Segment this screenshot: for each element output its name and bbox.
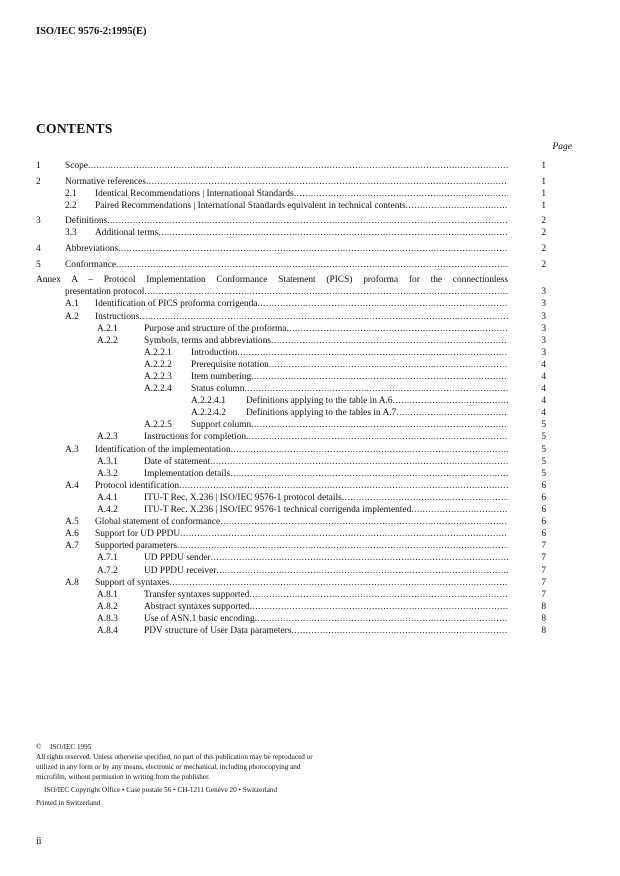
toc-entry-title: UD PPDU sender — [144, 553, 211, 564]
toc-entry-a-2-2-3[interactable] — [36, 371, 546, 383]
toc-entry-a-8-4[interactable] — [36, 625, 546, 637]
toc-entry-title: Status column — [191, 384, 245, 395]
copyright-symbol: © — [36, 743, 42, 751]
toc-entry-page: 8 — [541, 625, 546, 636]
toc-entry-a-2-2-4-1[interactable] — [36, 395, 546, 407]
toc-entry-page: 2 — [541, 244, 546, 255]
toc-entry-a-8-2[interactable] — [36, 601, 546, 613]
dot-leader — [294, 188, 508, 200]
dot-leader — [396, 407, 508, 419]
toc-entry-number: 1 — [36, 161, 41, 171]
toc-entry-a-7[interactable] — [36, 540, 546, 552]
toc-entry-5[interactable] — [36, 259, 546, 271]
copyright-holder: ISO/IEC 1995 — [50, 743, 92, 751]
toc-entry-a-7-1[interactable] — [36, 552, 546, 564]
toc-entry-number: A.2.2.4 — [144, 384, 172, 395]
page-column-label: Page — [552, 142, 572, 152]
toc-entry-title: Additional terms — [95, 228, 159, 239]
toc-entry-3-3[interactable] — [36, 227, 546, 239]
toc-entry-title: Supported parameters — [95, 541, 178, 552]
toc-entry-page: 3 — [541, 335, 546, 346]
toc-entry-title: Use of ASN.1 basic encoding — [144, 613, 255, 624]
toc-entry-title: ITU-T Rec. X.236 | ISO/IEC 9576-1 protocol details — [144, 492, 342, 503]
dot-leader — [169, 577, 508, 589]
dot-leader — [139, 311, 508, 323]
toc-entry-a-2[interactable] — [36, 311, 546, 323]
toc-entry-title: Paired Recommendations | International Standards equivalent in technical contents — [95, 200, 406, 211]
toc-entry-title: Global statement of conformance — [95, 517, 221, 528]
toc-entry-page: 3 — [541, 323, 546, 334]
toc-entry-page: 4 — [541, 384, 546, 395]
toc-entry-number: A.4.2 — [97, 505, 118, 516]
toc-entry-number: A.8.4 — [97, 625, 118, 636]
document-id: ISO/IEC 9576-2:1995(E) — [36, 26, 147, 37]
toc-entry-a-2-2[interactable] — [36, 335, 546, 347]
dot-leader — [250, 601, 508, 613]
dot-leader — [411, 504, 508, 516]
toc-entry-title: Instructions for completion — [144, 432, 247, 443]
toc-entry-2[interactable] — [36, 176, 546, 188]
toc-entry-page: 5 — [541, 444, 546, 455]
toc-entry-page: 8 — [541, 601, 546, 612]
toc-entry-title: Definitions applying to the tables in A.7 — [246, 408, 397, 419]
toc-entry-page: 3 — [541, 299, 546, 310]
toc-entry-a-2-3[interactable] — [36, 431, 546, 443]
toc-entry-number: A.2.2.2 — [144, 359, 172, 370]
toc-entry-page: 3 — [541, 287, 546, 298]
dot-leader — [88, 160, 508, 172]
toc-entry-page: 7 — [541, 553, 546, 564]
toc-entry-title: Prerequisite notation — [191, 359, 269, 370]
toc-entry-title: Support of syntaxes — [95, 577, 170, 588]
toc-entry-title: Scope — [65, 161, 88, 171]
toc-entry-title: Abbreviations — [65, 244, 119, 255]
dot-leader — [220, 516, 508, 528]
toc-entry-number: A.3 — [65, 444, 79, 455]
toc-entry-title: Identification of the implementation — [95, 444, 231, 455]
toc-entry-number: A.2.2.3 — [144, 372, 172, 382]
toc-entry-title: Instructions — [95, 311, 140, 322]
dot-leader — [393, 395, 508, 407]
table-of-contents — [36, 160, 546, 637]
dot-leader — [118, 243, 508, 255]
dot-leader — [230, 468, 508, 480]
dot-leader — [271, 335, 508, 347]
toc-entry-number: A.3.1 — [97, 456, 118, 467]
toc-entry-page: 6 — [541, 529, 546, 540]
toc-entry-title: Introduction — [191, 347, 238, 358]
dot-leader — [251, 419, 508, 431]
toc-entry-page: 4 — [541, 396, 546, 407]
toc-entry-number: A.8.3 — [97, 613, 118, 624]
toc-entry-a-2-2-2[interactable] — [36, 359, 546, 371]
dot-leader — [158, 227, 508, 239]
printed-in: Printed in Switzerland — [36, 799, 101, 807]
dot-leader — [291, 625, 508, 637]
dot-leader — [144, 286, 508, 298]
toc-entry-number: A.5 — [65, 517, 79, 528]
toc-entry-number: A.4 — [65, 480, 79, 491]
toc-entry-number: 5 — [36, 259, 41, 270]
toc-entry-number: 2 — [36, 176, 41, 187]
dot-leader — [177, 540, 508, 552]
dot-leader — [216, 565, 508, 577]
toc-entry-title: ITU-T Rec. X.236 | ISO/IEC 9576-1 technical corrigenda implemented — [144, 505, 412, 516]
toc-entry-number: A.3.2 — [97, 468, 118, 479]
toc-entry-number: A.2.1 — [97, 323, 118, 334]
dot-leader — [107, 215, 508, 227]
toc-entry-title: Conformance — [65, 259, 117, 270]
rights-line-3: microfilm, without permission in writing from the publisher. — [36, 773, 210, 781]
toc-entry-number: A.1 — [65, 299, 79, 310]
toc-entry-page: 3 — [541, 311, 546, 322]
toc-entry-page: 6 — [541, 517, 546, 528]
contents-heading: CONTENTS — [36, 121, 113, 136]
toc-entry-page: 2 — [541, 216, 546, 227]
toc-entry-page: 6 — [541, 492, 546, 503]
toc-entry-a-8-1[interactable] — [36, 589, 546, 601]
toc-entry-title: UD PPDU receiver — [144, 565, 217, 576]
toc-entry-number: A.8 — [65, 577, 79, 588]
rights-line-2: utilized in any form or by any means, electronic or mechanical, including photocopying and — [36, 763, 301, 771]
toc-entry-a-8[interactable] — [36, 577, 546, 589]
toc-entry-page: 1 — [541, 200, 546, 211]
toc-entry-page: 7 — [541, 541, 546, 552]
toc-entry-number: A.2.2.1 — [144, 347, 172, 358]
dot-leader — [257, 298, 508, 310]
toc-entry-a-2-1[interactable] — [36, 323, 546, 335]
dot-leader — [180, 528, 508, 540]
toc-entry-title: Symbols, terms and abbreviations — [144, 335, 272, 346]
dot-leader — [255, 613, 508, 625]
dot-leader — [246, 431, 508, 443]
toc-entry-page: 2 — [541, 228, 546, 239]
dot-leader — [286, 323, 508, 335]
toc-entry-number: A.2.2.4.2 — [191, 408, 226, 419]
toc-entry-page: 5 — [541, 468, 546, 479]
toc-entry-number: A.6 — [65, 529, 79, 540]
toc-entry-number: 2.1 — [65, 188, 77, 199]
toc-entry-title: Item numbering — [191, 372, 252, 382]
toc-entry-title: Identification of PICS proforma corrigenda — [95, 299, 258, 310]
toc-entry-a-4-2[interactable] — [36, 504, 546, 516]
toc-entry-title: Protocol identification — [95, 480, 180, 491]
toc-entry-annex-a[interactable] — [36, 286, 546, 298]
dot-leader — [116, 259, 508, 271]
toc-entry-title: Definitions applying to the table in A.6 — [246, 396, 393, 407]
toc-entry-number: A.4.1 — [97, 492, 118, 503]
toc-entry-a-7-2[interactable] — [36, 565, 546, 577]
toc-entry-number: 3 — [36, 216, 41, 227]
toc-entry-title: presentation protocol — [65, 287, 145, 298]
toc-entry-title: Definitions — [65, 216, 108, 227]
toc-entry-3[interactable] — [36, 215, 546, 227]
toc-entry-page: 6 — [541, 505, 546, 516]
dot-leader — [179, 480, 508, 492]
dot-leader — [269, 359, 508, 371]
copyright-notice — [36, 742, 416, 808]
toc-entry-title: Support for UD PPDU — [95, 529, 181, 540]
toc-entry-a-3-2[interactable] — [36, 468, 546, 480]
dot-leader — [342, 492, 508, 504]
toc-entry-title: Transfer syntaxes supported — [144, 589, 250, 600]
toc-entry-4[interactable] — [36, 243, 546, 255]
dot-leader — [211, 552, 508, 564]
page-number: ii — [36, 836, 42, 847]
toc-entry-2-1[interactable] — [36, 188, 546, 200]
toc-entry-number: A.2.2.4.1 — [191, 396, 226, 407]
toc-entry-a-2-2-4[interactable] — [36, 383, 546, 395]
toc-annex-a-heading[interactable] — [36, 274, 546, 286]
toc-entry-number: A.8.1 — [97, 589, 118, 600]
dot-leader — [146, 176, 508, 188]
toc-entry-page: 2 — [541, 259, 546, 270]
toc-entry-2-2[interactable] — [36, 200, 546, 212]
toc-entry-1[interactable] — [36, 160, 546, 172]
annex-a-title-line: Annex A – Protocol Implementation Conformance Statement (PICS) proforma for the connectionless — [36, 275, 508, 286]
toc-entry-number: 3.3 — [65, 228, 77, 239]
dot-leader — [406, 200, 508, 212]
toc-entry-title: Date of statement — [144, 456, 211, 467]
toc-entry-number: A.7 — [65, 541, 79, 552]
toc-entry-a-8-3[interactable] — [36, 613, 546, 625]
toc-entry-number: A.2.2.5 — [144, 420, 172, 431]
dot-leader — [251, 371, 508, 383]
toc-entry-page: 4 — [541, 359, 546, 370]
toc-entry-title: Abstract syntaxes supported — [144, 601, 250, 612]
toc-entry-title: PDV structure of User Data parameters — [144, 625, 292, 636]
toc-entry-number: A.2.3 — [97, 432, 118, 443]
toc-entry-number: A.8.2 — [97, 601, 118, 612]
toc-entry-a-2-2-1[interactable] — [36, 347, 546, 359]
toc-entry-a-5[interactable] — [36, 516, 546, 528]
toc-entry-page: 8 — [541, 613, 546, 624]
rights-line-1: All rights reserved. Unless otherwise specified, no part of this publication may be reproduced or — [36, 753, 313, 761]
toc-entry-page: 1 — [541, 188, 546, 199]
toc-entry-page: 4 — [541, 408, 546, 419]
dot-leader — [249, 589, 508, 601]
dot-leader — [244, 383, 508, 395]
toc-entry-number: A.7.1 — [97, 553, 118, 564]
dot-leader — [237, 347, 508, 359]
dot-leader — [210, 456, 508, 468]
toc-entry-a-2-2-5[interactable] — [36, 419, 546, 431]
toc-entry-page: 3 — [541, 347, 546, 358]
toc-entry-title: Normative references — [65, 176, 146, 187]
toc-entry-a-4[interactable] — [36, 480, 546, 492]
toc-entry-title: Purpose and structure of the proforma — [144, 323, 287, 334]
toc-entry-a-6[interactable] — [36, 528, 546, 540]
copyright-holder-line — [36, 742, 416, 752]
dot-leader — [231, 444, 508, 456]
toc-entry-page: 4 — [541, 372, 546, 382]
toc-entry-title: Implementation details — [144, 468, 231, 479]
toc-entry-number: A.2.2 — [97, 335, 118, 346]
toc-entry-page: 5 — [541, 432, 546, 443]
toc-entry-a-1[interactable] — [36, 298, 546, 310]
copyright-office: ISO/IEC Copyright Office • Case postale 56 • CH-1211 Genève 20 • Switzerland — [44, 786, 278, 794]
toc-entry-title: Support column — [191, 420, 252, 431]
toc-entry-number: 2.2 — [65, 200, 77, 211]
toc-entry-a-4-1[interactable] — [36, 492, 546, 504]
toc-entry-page: 1 — [541, 176, 546, 187]
toc-entry-number: A.2 — [65, 311, 79, 322]
toc-entry-title: Identical Recommendations | International Standards — [95, 188, 294, 199]
toc-entry-page: 6 — [541, 480, 546, 491]
toc-entry-page: 7 — [541, 589, 546, 600]
toc-entry-a-3-1[interactable] — [36, 456, 546, 468]
toc-entry-page: 5 — [541, 420, 546, 431]
toc-entry-page: 7 — [541, 565, 546, 576]
toc-entry-page: 1 — [541, 161, 546, 171]
toc-entry-number: 4 — [36, 244, 41, 255]
toc-entry-number: A.7.2 — [97, 565, 118, 576]
toc-entry-page: 5 — [541, 456, 546, 467]
toc-entry-a-2-2-4-2[interactable] — [36, 407, 546, 419]
toc-entry-page: 7 — [541, 577, 546, 588]
toc-entry-a-3[interactable] — [36, 444, 546, 456]
